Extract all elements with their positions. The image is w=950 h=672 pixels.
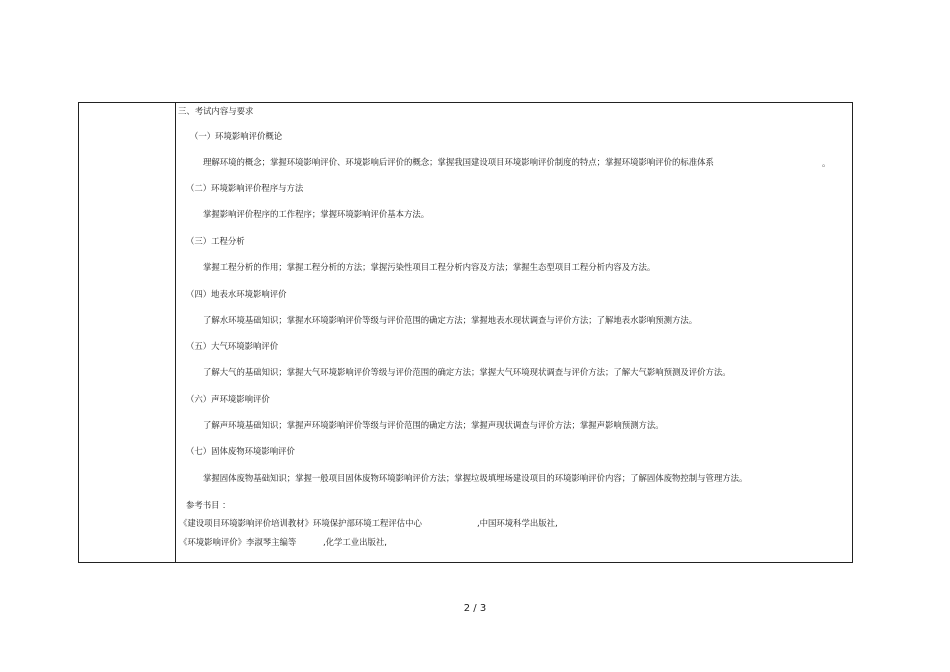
- reference-1-publisher: ,中国环境科学出版社,: [477, 518, 558, 528]
- section-heading-5: （五）大气环境影响评价: [186, 341, 279, 351]
- section-heading-3: （三）工程分析: [186, 236, 245, 246]
- section-body-7: 掌握固体废物基础知识；掌握一般项目固体废物环境影响评价方法；掌握垃圾填埋场建设项目的环境影响评价内容；了解固体废物控制与管理方法。: [203, 473, 748, 483]
- section-title: 三、考试内容与要求: [178, 106, 254, 116]
- reference-2-title: 《环境影响评价》李淑琴主编等: [179, 537, 297, 547]
- section-heading-1: （一）环境影响评价概论: [190, 131, 283, 141]
- section-body-5: 了解大气的基础知识；掌握大气环境影响评价等级与评价范围的确定方法；掌握大气环境现状调查与评价方法；了解大气影响预测及评价方法。: [203, 367, 731, 377]
- section-heading-7: （七）固体废物环境影响评价: [186, 446, 295, 456]
- section-body-1-trailing-mark: 。: [822, 158, 831, 168]
- section-heading-2: （二）环境影响评价程序与方法: [186, 183, 304, 193]
- section-heading-6: （六）声环境影响评价: [186, 394, 270, 404]
- section-body-3: 掌握工程分析的作用；掌握工程分析的方法；掌握污染性项目工程分析内容及方法；掌握生态型项目工程分析内容及方法。: [203, 262, 656, 272]
- section-heading-4: （四）地表水环境影响评价: [186, 289, 287, 299]
- section-body-4: 了解水环境基础知识；掌握水环境影响评价等级与评价范围的确定方法；掌握地表水现状调查与评价方法；了解地表水影响预测方法。: [203, 315, 698, 325]
- section-body-2: 掌握影响评价程序的工作程序；掌握环境影响评价基本方法。: [203, 209, 430, 219]
- references-heading: 参考书目 ：: [186, 500, 231, 510]
- table-column-divider: [175, 103, 176, 562]
- section-body-1: 理解环境的概念；掌握环境影响评价、环境影响后评价的概念；掌握我国建设项目环境影响评价制度的特点；掌握环境影响评价的标准体系: [203, 157, 714, 167]
- section-body-6: 了解声环境基础知识；掌握声环境影响评价等级与评价范围的确定方法；掌握声现状调查与评价方法；掌握声影响预测方法。: [203, 420, 664, 430]
- page-number: 2 / 3: [463, 603, 487, 614]
- content-table: [78, 102, 853, 563]
- reference-2-publisher: ,化学工业出版社,: [323, 537, 387, 547]
- reference-1-title: 《建设项目环境影响评价培训教材》环境保护部环境工程评估中心: [179, 518, 422, 528]
